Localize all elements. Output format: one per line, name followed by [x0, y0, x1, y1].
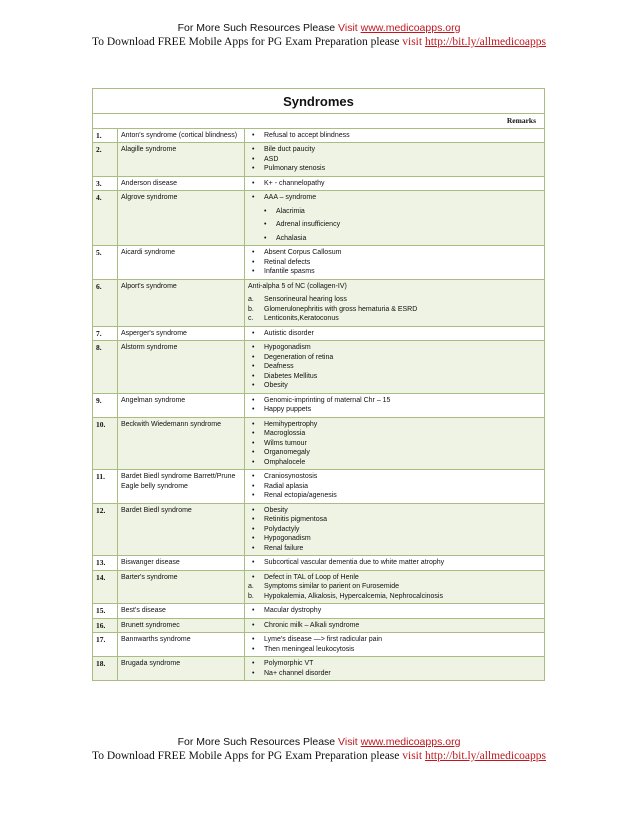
table-row: [93, 279, 545, 326]
remark-lettered-item: [248, 582, 541, 592]
remark-item: • Craniosynostosis: [248, 472, 541, 482]
remark-list: [248, 659, 541, 678]
remark-item: • Renal failure: [248, 544, 541, 554]
remarks-cell: [245, 176, 545, 191]
remark-item: • Autistic disorder: [248, 329, 541, 339]
table-row: [93, 128, 545, 143]
remark-list: [248, 396, 541, 415]
row-number: 13.: [93, 556, 118, 571]
syndrome-name: Algrove syndrome: [118, 191, 245, 246]
syndrome-name: Beckwith Wiedemann syndrome: [118, 417, 245, 470]
remarks-cell: [245, 618, 545, 633]
remark-item: • Degeneration of retina: [248, 353, 541, 363]
syndrome-name: Anton's syndrome (cortical blindness): [118, 128, 245, 143]
table-row: [93, 556, 545, 571]
row-number: 6.: [93, 279, 118, 326]
remark-text: Glomerulonephritis with gross hematuria & ESRD: [264, 305, 418, 313]
remark-list: [248, 621, 541, 631]
resources-text: For More Such Resources Please: [177, 736, 339, 748]
remark-lettered-item: [248, 592, 541, 602]
remarks-cell: [245, 657, 545, 681]
remarks-cell: [245, 393, 545, 417]
remark-item: • Polymorphic VT: [248, 659, 541, 669]
row-number: 3.: [93, 176, 118, 191]
remarks-cell: [245, 246, 545, 280]
remark-list: [248, 606, 541, 616]
visit-text: Visit: [338, 22, 361, 34]
syndrome-name: Aicardi syndrome: [118, 246, 245, 280]
remarks-cell: [245, 633, 545, 657]
remark-item: • Hypogonadism: [248, 534, 541, 544]
remarks-cell: [245, 128, 545, 143]
syndrome-name: Angelman syndrome: [118, 393, 245, 417]
row-number: 14.: [93, 570, 118, 604]
remarks-cell: [245, 556, 545, 571]
remark-subitem: • Achalasia: [248, 234, 541, 244]
remark-item: • Omphalocele: [248, 458, 541, 468]
remarks-cell: [245, 470, 545, 504]
remark-item: • Hemihypertrophy: [248, 420, 541, 430]
remark-lettered-item: [248, 314, 541, 324]
medicoapps-link[interactable]: www.medicoapps.org: [360, 736, 461, 748]
table-row: [93, 618, 545, 633]
remark-item: • Defect in TAL of Loop of Henle: [248, 573, 541, 583]
remarks-cell: [245, 417, 545, 470]
remark-item: • Lyme's disease —> first radicular pain: [248, 635, 541, 645]
remark-item: • Obesity: [248, 381, 541, 391]
download-line: [0, 749, 638, 764]
table-row: [93, 341, 545, 394]
table-row: [93, 191, 545, 246]
remark-item: • Genomic-imprinting of maternal Chr – 15: [248, 396, 541, 406]
row-number: 7.: [93, 326, 118, 341]
syndrome-name: Barter's syndrome: [118, 570, 245, 604]
remark-item: • K+ - channelopathy: [248, 179, 541, 189]
syndrome-name: Brunett syndromec: [118, 618, 245, 633]
table-row: [93, 176, 545, 191]
row-number: 16.: [93, 618, 118, 633]
allmedicoapps-link[interactable]: http://bit.ly/allmedicoapps: [424, 750, 547, 762]
download-line: [0, 35, 638, 50]
syndrome-name: Biswanger disease: [118, 556, 245, 571]
remark-item: • Macroglossia: [248, 429, 541, 439]
download-text: To Download FREE Mobile Apps for PG Exam Preparation please: [91, 750, 403, 762]
table-row: [93, 143, 545, 177]
resources-line: [0, 736, 638, 749]
table-title: Syndromes: [93, 89, 545, 114]
syndromes-table: [92, 88, 545, 681]
remark-lettered-item: [248, 305, 541, 315]
allmedicoapps-link[interactable]: http://bit.ly/allmedicoapps: [424, 36, 547, 48]
remark-subitem: • Alacrimia: [248, 207, 541, 217]
remark-item: • Deafness: [248, 362, 541, 372]
remark-list: [248, 558, 541, 568]
remark-list: [248, 573, 541, 583]
remark-item: • Organomegaly: [248, 448, 541, 458]
remark-item: • Wilms tumour: [248, 439, 541, 449]
syndrome-name: Alagille syndrome: [118, 143, 245, 177]
remark-list: [248, 193, 541, 243]
syndrome-name: Bardet Biedl syndrome Barrett/Prune Eagle belly syndrome: [118, 470, 245, 504]
remark-item: • Radial aplasia: [248, 482, 541, 492]
remark-item: • Absent Corpus Callosum: [248, 248, 541, 258]
row-number: 10.: [93, 417, 118, 470]
syndrome-name: Alport's syndrome: [118, 279, 245, 326]
remark-list: [248, 472, 541, 501]
bottom-banner: [0, 736, 638, 764]
table-row: [93, 246, 545, 280]
remark-list: [248, 145, 541, 174]
table-row: [93, 604, 545, 619]
remarks-cell: [245, 326, 545, 341]
remark-subitem: • Adrenal insufficiency: [248, 220, 541, 230]
remarks-cell: [245, 341, 545, 394]
syndrome-name: Best's disease: [118, 604, 245, 619]
remark-item: • AAA – syndrome: [248, 193, 541, 203]
remark-text: Symptoms similar to parient on Furosemide: [264, 583, 399, 590]
row-number: 4.: [93, 191, 118, 246]
remark-item: • Then meningeal leukocytosis: [248, 645, 541, 655]
remarks-cell: [245, 503, 545, 556]
remark-item: • Pulmonary stenosis: [248, 164, 541, 174]
visit-text: visit: [402, 36, 425, 48]
row-number: 8.: [93, 341, 118, 394]
visit-text: Visit: [338, 736, 361, 748]
remark-text: Lenticonits,Keratoconus: [264, 315, 339, 322]
remarks-cell: [245, 143, 545, 177]
remark-letter: c.: [248, 315, 254, 322]
remark-item: • Retinal defects: [248, 258, 541, 268]
remark-item: • Na+ channel disorder: [248, 669, 541, 679]
row-number: 17.: [93, 633, 118, 657]
remark-item: • Infantile spasms: [248, 267, 541, 277]
table-row: [93, 503, 545, 556]
remark-item: • Bile duct paucity: [248, 145, 541, 155]
remark-item: • Retinitis pigmentosa: [248, 515, 541, 525]
remark-list: [248, 248, 541, 277]
resources-line: [0, 22, 638, 35]
table-row: [93, 326, 545, 341]
remark-item: • Chronic milk – Alkali syndrome: [248, 621, 541, 631]
remark-letter: a.: [248, 296, 254, 303]
table-row: [93, 633, 545, 657]
syndrome-name: Asperger's syndrome: [118, 326, 245, 341]
remark-lettered-list: [248, 582, 541, 601]
syndrome-name: Brugada syndrome: [118, 657, 245, 681]
remark-item: • Polydactyly: [248, 525, 541, 535]
remark-item: • Happy puppets: [248, 405, 541, 415]
remarks-cell: [245, 191, 545, 246]
remark-list: [248, 635, 541, 654]
row-number: 11.: [93, 470, 118, 504]
syndrome-name: Bardet Biedl syndrome: [118, 503, 245, 556]
download-text: To Download FREE Mobile Apps for PG Exam Preparation please: [91, 36, 403, 48]
table-row: [93, 570, 545, 604]
remark-item: • Hypogonadism: [248, 343, 541, 353]
remark-text: Sensorineural hearing loss: [264, 296, 347, 303]
syndrome-name: Bannwarths syndrome: [118, 633, 245, 657]
table-row: [93, 657, 545, 681]
remark-list: [248, 506, 541, 554]
remark-lettered-item: [248, 295, 541, 305]
remark-lettered-list: [248, 295, 541, 324]
remark-item: • Macular dystrophy: [248, 606, 541, 616]
row-number: 1.: [93, 128, 118, 143]
table-row: [93, 393, 545, 417]
syndrome-name: Alstorm syndrome: [118, 341, 245, 394]
table-header-row: [93, 114, 545, 129]
remarks-header: Remarks: [93, 114, 545, 129]
remark-text: Hypokalemia, Alkalosis, Hypercalcemia, Nephrocalcinosis: [264, 592, 443, 600]
remark-letter: b.: [248, 305, 254, 313]
remarks-cell: [245, 570, 545, 604]
remark-letter: a.: [248, 583, 254, 590]
remark-list: [248, 329, 541, 339]
syndrome-name: Anderson disease: [118, 176, 245, 191]
table-row: [93, 417, 545, 470]
remarks-cell: [245, 279, 545, 326]
remark-list: [248, 179, 541, 189]
remark-item: • Subcortical vascular dementia due to white matter atrophy: [248, 558, 541, 568]
visit-text: visit: [402, 750, 425, 762]
row-number: 5.: [93, 246, 118, 280]
remark-list: [248, 420, 541, 468]
row-number: 18.: [93, 657, 118, 681]
remark-item: • ASD: [248, 155, 541, 165]
remark-list: [248, 131, 541, 141]
remark-item: • Renal ectopia/agenesis: [248, 491, 541, 501]
remark-item: • Refusal to accept blindness: [248, 131, 541, 141]
top-banner: [0, 22, 638, 50]
row-number: 12.: [93, 503, 118, 556]
medicoapps-link[interactable]: www.medicoapps.org: [360, 22, 461, 34]
remark-list: [248, 343, 541, 391]
remark-lead: Anti-alpha 5 of NC (collagen-IV): [248, 282, 347, 290]
remark-item: • Diabetes Mellitus: [248, 372, 541, 382]
remarks-cell: [245, 604, 545, 619]
table-row: [93, 470, 545, 504]
row-number: 15.: [93, 604, 118, 619]
row-number: 2.: [93, 143, 118, 177]
table-title-row: [93, 89, 545, 114]
remark-item: • Obesity: [248, 506, 541, 516]
remark-letter: b.: [248, 592, 254, 600]
row-number: 9.: [93, 393, 118, 417]
resources-text: For More Such Resources Please: [177, 22, 339, 34]
